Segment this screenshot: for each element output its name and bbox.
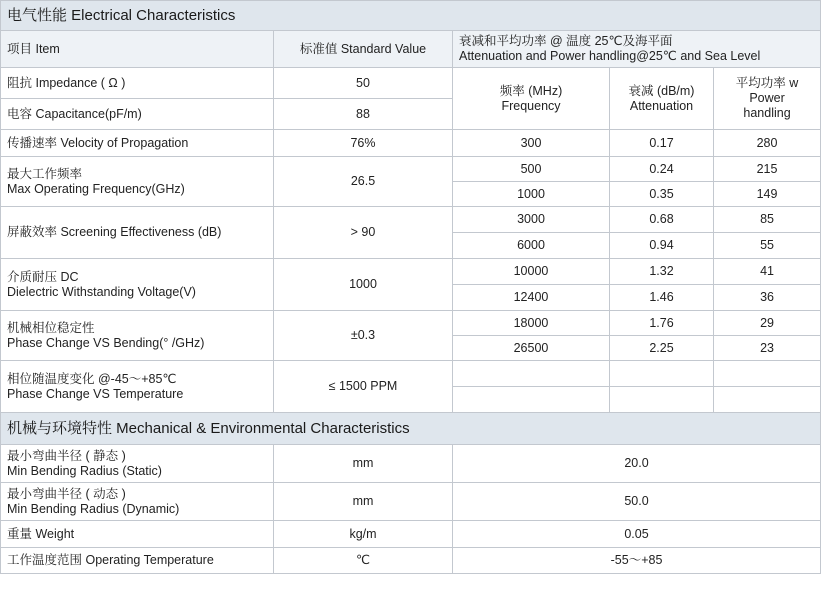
param-label: 电容 Capacitance(pF/m) bbox=[1, 99, 274, 130]
table-row bbox=[1, 130, 821, 157]
header-attenuation-en: Attenuation and Power handling@25℃ and Sea Level bbox=[459, 49, 761, 63]
empty-cell bbox=[610, 361, 714, 387]
unit-cell: kg/m bbox=[274, 521, 453, 548]
freq-subheader-en: Frequency bbox=[501, 98, 561, 113]
power-cell: 55 bbox=[714, 233, 821, 259]
param-label-cn: 相位随温度变化 @-45～+85℃ bbox=[7, 371, 177, 386]
freq-cell: 3000 bbox=[453, 207, 610, 233]
param-value: ±0.3 bbox=[274, 311, 453, 361]
empty-cell bbox=[610, 387, 714, 413]
param-label: 阻抗 Impedance ( Ω ) bbox=[1, 68, 274, 99]
attn-cell: 2.25 bbox=[610, 336, 714, 361]
attn-cell: 1.76 bbox=[610, 311, 714, 336]
attn-cell: 1.32 bbox=[610, 259, 714, 285]
freq-subheader-cn: 频率 (MHz) bbox=[499, 83, 563, 98]
power-subheader-cn: 平均功率 w bbox=[735, 76, 799, 90]
param-value: ≤ 1500 PPM bbox=[274, 361, 453, 413]
unit-cell: mm bbox=[274, 483, 453, 521]
param-value: 50 bbox=[274, 68, 453, 99]
power-cell: 149 bbox=[714, 182, 821, 207]
empty-cell bbox=[714, 361, 821, 387]
table-row bbox=[1, 259, 821, 285]
param-label: 重量 Weight bbox=[1, 521, 274, 548]
header-row bbox=[1, 31, 821, 68]
power-cell: 85 bbox=[714, 207, 821, 233]
empty-cell bbox=[453, 387, 610, 413]
param-value: 26.5 bbox=[274, 157, 453, 207]
param-label: 传播速率 Velocity of Propagation bbox=[1, 130, 274, 157]
attn-cell: 0.24 bbox=[610, 157, 714, 182]
table-row bbox=[1, 68, 821, 99]
power-cell: 36 bbox=[714, 285, 821, 311]
param-label-en: Max Operating Frequency(GHz) bbox=[7, 181, 185, 196]
attn-subheader-en: Attenuation bbox=[629, 98, 694, 113]
attn-cell: 1.46 bbox=[610, 285, 714, 311]
electrical-section-title: 电气性能 Electrical Characteristics bbox=[1, 1, 821, 31]
param-label-en: Phase Change VS Temperature bbox=[7, 386, 184, 401]
mechanical-section-title: 机械与环境特性 Mechanical & Environmental Characteristics bbox=[1, 413, 821, 445]
param-label-en: Dielectric Withstanding Voltage(V) bbox=[7, 284, 196, 299]
unit-cell: mm bbox=[274, 445, 453, 483]
value-cell: 20.0 bbox=[453, 445, 821, 483]
power-subheader bbox=[714, 68, 821, 130]
power-cell: 29 bbox=[714, 311, 821, 336]
freq-cell: 10000 bbox=[453, 259, 610, 285]
attn-cell: 0.35 bbox=[610, 182, 714, 207]
param-label-cn: 介质耐压 DC bbox=[7, 269, 79, 284]
param-label bbox=[1, 157, 274, 207]
freq-cell: 6000 bbox=[453, 233, 610, 259]
param-label-en: Phase Change VS Bending(° /GHz) bbox=[7, 335, 205, 350]
attn-subheader bbox=[610, 68, 714, 130]
value-cell: 50.0 bbox=[453, 483, 821, 521]
value-cell: 0.05 bbox=[453, 521, 821, 548]
table-row bbox=[1, 157, 821, 182]
header-attenuation-cn: 衰减和平均功率 @ 温度 25℃及海平面 bbox=[459, 34, 673, 48]
param-value: 76% bbox=[274, 130, 453, 157]
header-attenuation bbox=[453, 31, 821, 68]
electrical-section-row bbox=[1, 1, 821, 31]
power-subheader-en: Power bbox=[749, 91, 785, 105]
table-row bbox=[1, 445, 821, 483]
attn-cell: 0.17 bbox=[610, 130, 714, 157]
table-row bbox=[1, 361, 821, 387]
table-row bbox=[1, 207, 821, 233]
power-cell: 280 bbox=[714, 130, 821, 157]
header-item: 项目 Item bbox=[1, 31, 274, 68]
freq-cell: 26500 bbox=[453, 336, 610, 361]
attn-cell: 0.94 bbox=[610, 233, 714, 259]
unit-cell: ℃ bbox=[274, 548, 453, 574]
param-label-cn: 最小弯曲半径 ( 静态 ) bbox=[7, 448, 126, 463]
table-row bbox=[1, 311, 821, 336]
param-label-cn: 最大工作频率 bbox=[7, 166, 83, 181]
table-row bbox=[1, 483, 821, 521]
table-row bbox=[1, 521, 821, 548]
param-value: 1000 bbox=[274, 259, 453, 311]
header-standard: 标准值 Standard Value bbox=[274, 31, 453, 68]
freq-cell: 500 bbox=[453, 157, 610, 182]
param-label-en: Min Bending Radius (Static) bbox=[7, 463, 162, 478]
param-label: 工作温度范围 Operating Temperature bbox=[1, 548, 274, 574]
freq-cell: 300 bbox=[453, 130, 610, 157]
freq-cell: 12400 bbox=[453, 285, 610, 311]
power-cell: 23 bbox=[714, 336, 821, 361]
power-cell: 41 bbox=[714, 259, 821, 285]
power-cell: 215 bbox=[714, 157, 821, 182]
param-value: 88 bbox=[274, 99, 453, 130]
empty-cell bbox=[714, 387, 821, 413]
param-label bbox=[1, 361, 274, 413]
freq-cell: 1000 bbox=[453, 182, 610, 207]
param-label bbox=[1, 311, 274, 361]
param-label-cn: 机械相位稳定性 bbox=[7, 320, 95, 335]
param-value: > 90 bbox=[274, 207, 453, 259]
param-label-cn: 最小弯曲半径 ( 动态 ) bbox=[7, 486, 126, 501]
freq-cell: 18000 bbox=[453, 311, 610, 336]
attn-cell: 0.68 bbox=[610, 207, 714, 233]
table-row bbox=[1, 548, 821, 574]
value-cell: -55～+85 bbox=[453, 548, 821, 574]
power-subheader-en2: handling bbox=[743, 106, 791, 120]
param-label bbox=[1, 483, 274, 521]
empty-cell bbox=[453, 361, 610, 387]
attn-subheader-cn: 衰减 (dB/m) bbox=[628, 83, 695, 98]
mechanical-section-row bbox=[1, 413, 821, 445]
freq-subheader bbox=[453, 68, 610, 130]
param-label bbox=[1, 259, 274, 311]
param-label: 屏蔽效率 Screening Effectiveness (dB) bbox=[1, 207, 274, 259]
param-label bbox=[1, 445, 274, 483]
param-label-en: Min Bending Radius (Dynamic) bbox=[7, 501, 180, 516]
